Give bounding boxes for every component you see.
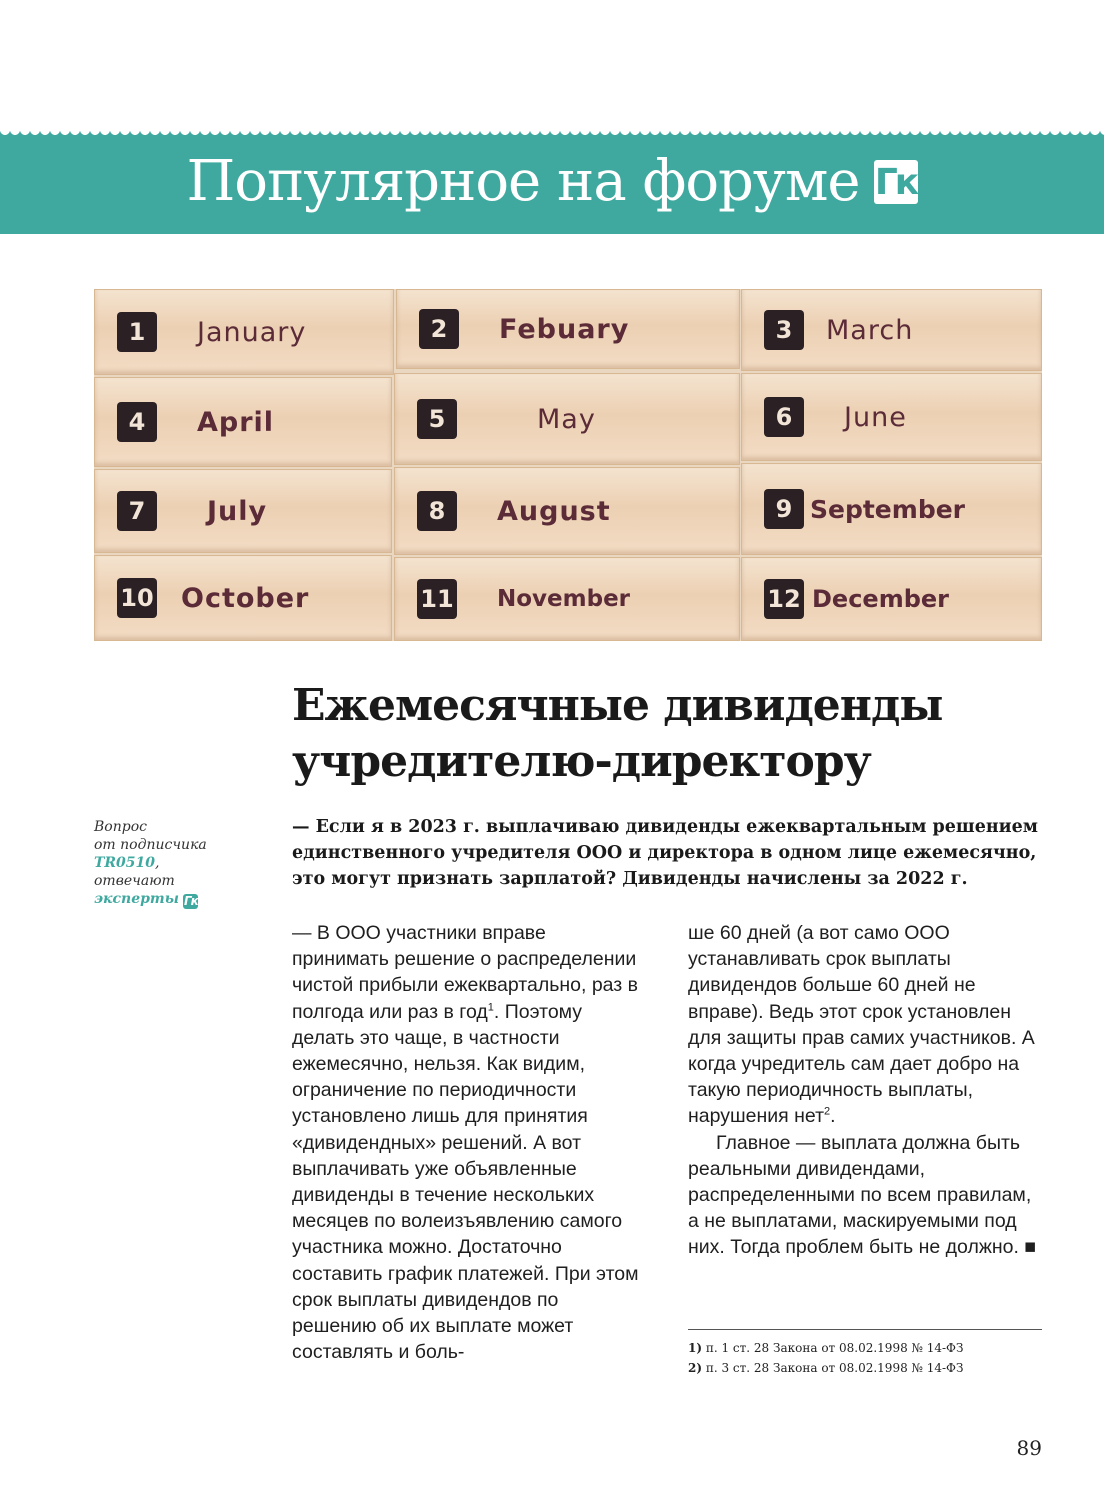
footnote-mark: 2): [688, 1361, 703, 1375]
month-block: [94, 469, 392, 553]
month-block: [394, 467, 740, 555]
month-block: [394, 373, 740, 465]
month-block: [94, 289, 394, 375]
footnotes: [688, 1338, 1048, 1378]
month-label: June: [844, 401, 907, 433]
month-label: September: [810, 494, 965, 524]
answer-text: — В ООО участники вправе принимать решение о распределении чистой прибыли ежеквартально, раз в полгода или раз в год: [292, 922, 639, 1023]
section-banner-content: [0, 130, 1104, 234]
sidenote-comma: ,: [155, 855, 160, 871]
answer-paragraph: [292, 920, 644, 1365]
month-label: January: [197, 316, 307, 348]
month-number: 1: [117, 312, 157, 352]
footnote-text: п. 1 ст. 28 Закона от 08.02.1998 № 14-ФЗ: [705, 1341, 964, 1355]
month-number: 11: [417, 579, 457, 619]
month-label: December: [812, 585, 950, 613]
answer-column-1: [292, 920, 644, 1365]
article-title: Ежемесячные дивиденды учредителю-директору: [292, 680, 943, 787]
gk-logo-small-icon: Гк: [184, 894, 198, 908]
sidenote-user-line: [94, 854, 234, 872]
answer-text: .: [830, 1105, 836, 1128]
month-number: 3: [764, 310, 804, 350]
answer-column-2: [688, 920, 1040, 1261]
month-label: November: [497, 586, 631, 612]
month-label: August: [497, 495, 611, 527]
footnote-text: п. 3 ст. 28 Закона от 08.02.1998 № 14-ФЗ: [705, 1361, 964, 1375]
month-label: April: [197, 406, 275, 438]
month-block: [394, 557, 740, 641]
month-number: 10: [117, 578, 157, 618]
sidenote-line: от подписчика: [94, 837, 207, 853]
section-title: Популярное на форуме: [186, 149, 860, 214]
sidenote-line: Вопрос: [94, 819, 147, 835]
month-number: 2: [419, 309, 459, 349]
month-block: [741, 463, 1042, 555]
footnote-item: [688, 1358, 1048, 1378]
month-block: [396, 289, 740, 369]
month-number: 7: [117, 491, 157, 531]
answer-text: . Поэтому делать это чаще, в частности ежемесячно, нельзя. Как видим, ограничение по периодичности установлено лишь для принятия «дивидендных» решений. А вот выплачивать уже объявленные дивиденды в течение нескольких месяцев по волеизъявлению самого участника можно. Достаточно составить график платежей. При этом срок выплаты дивидендов по решению об их выплате может составлять и боль-: [292, 1000, 639, 1364]
question-source-note: [94, 818, 234, 909]
month-number: 8: [417, 491, 457, 531]
month-number: 12: [764, 579, 804, 619]
subscriber-username[interactable]: TR0510: [94, 855, 156, 871]
answer-paragraph: Главное — выплата должна быть реальными дивидендами, распределенными по всем правилам, а не выплатами, маскируемыми под них. Тогда проблем быть не должно. ■: [688, 1131, 1037, 1259]
month-number: 5: [417, 399, 457, 439]
month-number: 4: [117, 402, 157, 442]
footnote-divider: [688, 1329, 1042, 1330]
month-label: May: [537, 403, 596, 435]
gk-logo-icon: Гк: [874, 161, 917, 203]
month-block: [94, 555, 392, 641]
month-block: [94, 377, 392, 467]
month-label: Febuary: [499, 313, 630, 345]
month-block: [741, 373, 1042, 461]
month-label: July: [207, 495, 268, 527]
month-number: 6: [764, 397, 804, 437]
month-block: [741, 289, 1042, 371]
reader-question: — Если я в 2023 г. выплачиваю дивиденды ежеквартальным решением единственного учредителя ООО и директора в одном лице ежемесячно, это могут признать зарплатой? Дивиденды начислены за 2022 г.: [292, 817, 1038, 889]
month-label: October: [181, 582, 310, 614]
month-block: [741, 557, 1042, 641]
calendar-blocks-photo: [94, 289, 1042, 641]
month-number: 9: [764, 489, 804, 529]
sidenote-experts-line: [94, 890, 234, 909]
footnote-ref-2[interactable]: 2: [824, 1105, 831, 1118]
month-label: March: [826, 314, 914, 346]
sidenote-line: отвечают: [94, 873, 175, 889]
answer-paragraph: [688, 920, 1040, 1130]
footnote-item: [688, 1338, 1048, 1358]
experts-label: эксперты: [94, 891, 179, 907]
page-number: 89: [1016, 1436, 1042, 1460]
footnote-ref-1[interactable]: 1: [487, 1001, 494, 1014]
footnote-mark: 1): [688, 1341, 703, 1355]
answer-text: ше 60 дней (а вот само ООО устанавливать срок выплаты дивидендов больше 60 дней не вправе). Ведь этот срок установлен для защиты прав самих участников. А когда учредитель сам дает добро на такую периодичность выплаты, нарушения нет: [688, 922, 1035, 1128]
